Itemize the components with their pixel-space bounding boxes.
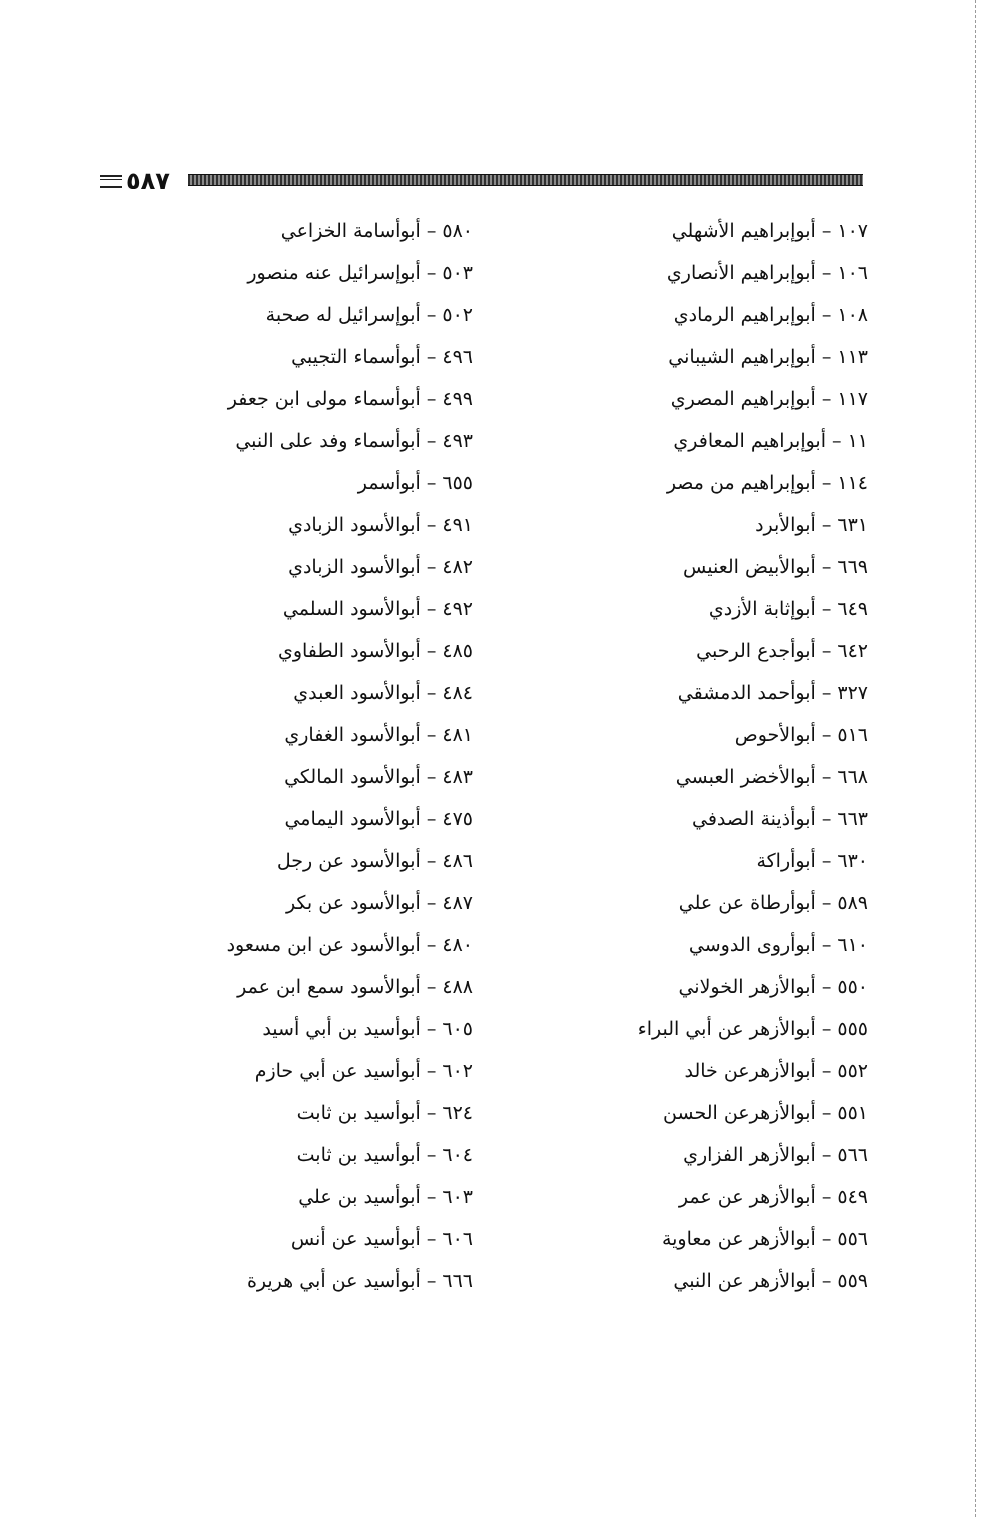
index-entry: ٥٠٢ – أبوإسرائيل له صحبة [265, 304, 473, 326]
index-entry: ٤٩٩ – أبوأسماء مولى ابن جعفر [227, 388, 473, 410]
index-entry: ٤٨٢ – أبوالأسود الزبادي [288, 556, 473, 578]
index-entry: ٦٤٢ – أبوأجدع الرحبي [696, 640, 868, 662]
index-entry: ٤٨٥ – أبوالأسود الطفاوي [277, 640, 473, 662]
header-rule [188, 174, 863, 186]
scan-edge-line [975, 0, 976, 1517]
index-entry: ١٠٦ – أبوإبراهيم الأنصاري [666, 262, 868, 284]
index-column-left [173, 210, 473, 1302]
index-entry: ٥٥٠ – أبوالأزهر الخولاني [678, 976, 868, 998]
index-entry: ٦٥٥ – أبوأسمر [357, 472, 473, 494]
index-entry: ٦٦٣ – أبوأذينة الصدفي [691, 808, 868, 830]
index-entry: ٦٤٩ – أبوإثابة الأزدي [708, 598, 868, 620]
page-header [100, 168, 863, 194]
index-entry: ٦٦٦ – أبوأسيد عن أبي هريرة [246, 1270, 473, 1292]
index-entry: ٤٧٥ – أبوالأسود اليمامي [284, 808, 473, 830]
index-entry: ٦٦٩ – أبوالأبيض العنيس [683, 556, 868, 578]
index-entry: ٤٩٢ – أبوالأسود السلمي [282, 598, 473, 620]
index-entry: ٤٨٨ – أبوالأسود سمع ابن عمر [237, 976, 473, 998]
index-entry: ١١٧ – أبوإبراهيم المصري [670, 388, 868, 410]
index-entry: ٤٩٦ – أبوأسماء التجيبي [291, 346, 473, 368]
index-entry: ٦٠٥ – أبوأسيد بن أبي أسيد [262, 1018, 473, 1040]
index-entry: ١٠٨ – أبوإبراهيم الرمادي [673, 304, 868, 326]
index-entry: ٥٨٩ – أبوأرطاة عن علي [678, 892, 868, 914]
index-entry: ٦٠٣ – أبوأسيد بن علي [298, 1186, 473, 1208]
index-entry: ٥٠٣ – أبوإسرائيل عنه منصور [247, 262, 473, 284]
index-entry: ٦٠٦ – أبوأسيد عن أنس [290, 1228, 473, 1250]
index-entry: ٤٨٧ – أبوالأسود عن بكر [285, 892, 473, 914]
index-entry: ٦٠٤ – أبوأسيد بن ثابت [296, 1144, 473, 1166]
index-entry: ١٠٧ – أبوإبراهيم الأشهلي [671, 220, 868, 242]
index-entry: ٦٢٤ – أبوأسيد بن ثابت [296, 1102, 473, 1124]
index-entry: ٥٨٠ – أبوأسامة الخزاعي [280, 220, 473, 242]
index-entry: ٦٣٠ – أبوأراكة [756, 850, 868, 872]
index-entry: ١١ – أبوإبراهيم المعافري [673, 430, 868, 452]
index-entry: ٥٥٦ – أبوالأزهر عن معاوية [661, 1228, 868, 1250]
index-entry: ٤٨٦ – أبوالأسود عن رجل [276, 850, 473, 872]
index-entry: ٥٥٥ – أبوالأزهر عن أبي البراء [637, 1018, 868, 1040]
index-entry: ٤٩٣ – أبوأسماء وفد على النبي [235, 430, 473, 452]
header-ornament [100, 175, 122, 188]
index-entry: ٤٨١ – أبوالأسود الغفاري [284, 724, 473, 746]
index-entry: ٤٨٠ – أبوالأسود عن ابن مسعود [226, 934, 473, 956]
index-entry: ١١٤ – أبوإبراهيم من مصر [666, 472, 868, 494]
index-entry: ٥٤٩ – أبوالأزهر عن عمر [678, 1186, 868, 1208]
index-entry: ٦٠٢ – أبوأسيد عن أبي حازم [254, 1060, 473, 1082]
index-entry: ٥١٦ – أبوالأحوص [734, 724, 868, 746]
index-entry: ٥٦٦ – أبوالأزهر الفزاري [683, 1144, 868, 1166]
index-entry: ٣٢٧ – أبوأحمد الدمشقي [677, 682, 868, 704]
index-entry: ٦١٠ – أبوأروى الدوسي [688, 934, 868, 956]
index-entry: ٤٨٣ – أبوالأسود المالكي [284, 766, 473, 788]
index-entry: ٥٥٢ – أبوالأزهرعن خالد [684, 1060, 868, 1082]
page-number-block [100, 168, 186, 194]
index-entry: ٥٥٩ – أبوالأزهر عن النبي [673, 1270, 868, 1292]
index-column-right [598, 210, 868, 1302]
index-entry: ٥٥١ – أبوالأزهرعن الحسن [663, 1102, 868, 1124]
index-entry: ٦٦٨ – أبوالأخضر العبسي [675, 766, 868, 788]
page-number: ٥٨٧ [126, 167, 170, 195]
index-entry: ٦٣١ – أبوالأبرد [755, 514, 868, 536]
index-entry: ٤٨٤ – أبوالأسود العبدي [293, 682, 473, 704]
index-entry: ١١٣ – أبوإبراهيم الشيباني [668, 346, 868, 368]
index-entry: ٤٩١ – أبوالأسود الزبادي [288, 514, 473, 536]
